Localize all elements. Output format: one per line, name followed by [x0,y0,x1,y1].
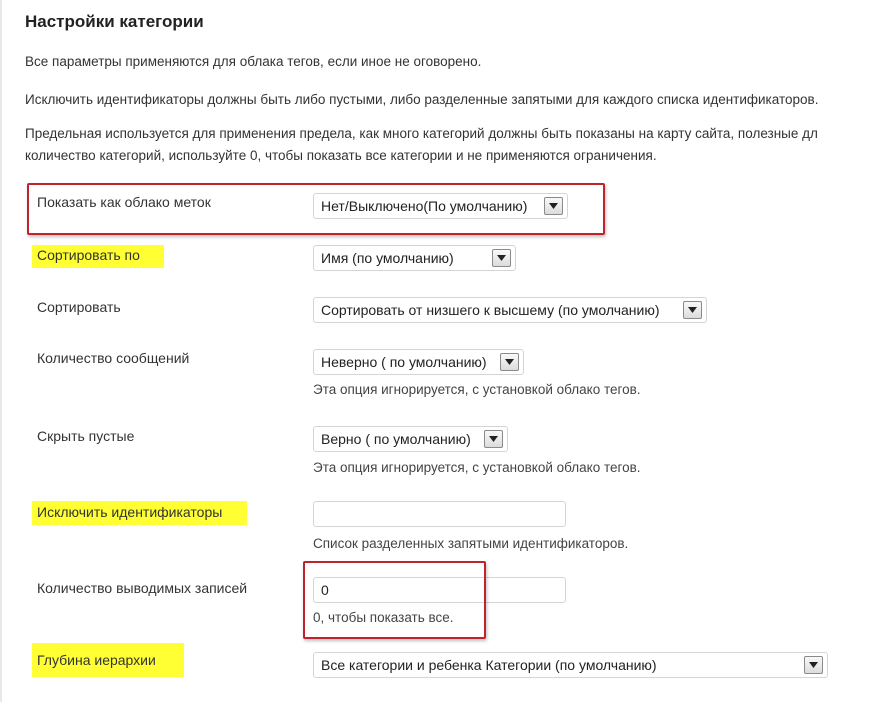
sort-order-label: Сортировать [37,299,121,315]
sort-order-select-value: Сортировать от низшего к высшему (по умолчанию) [321,302,660,318]
annotation-box-tag-cloud [27,183,605,235]
chevron-down-icon[interactable] [683,301,702,319]
hide-empty-select-value: Верно ( по умолчанию) [321,431,471,447]
post-count-select[interactable] [313,349,524,375]
tag-cloud-select-value: Нет/Выключено(По умолчанию) [321,198,528,214]
hide-empty-label: Скрыть пустые [37,428,135,444]
post-count-select-value: Неверно ( по умолчанию) [321,354,487,370]
annotation-box-limit [303,561,486,639]
hide-empty-help: Эта опция игнорируется, с установкой облако тегов. [313,460,641,475]
highlight-sort-by [32,245,164,268]
page-left-border [0,0,2,702]
sort-by-select[interactable] [313,245,516,271]
exclude-ids-label: Исключить идентификаторы [37,504,223,520]
page-title: Настройки категории [25,12,204,31]
intro-paragraph-1: Все параметры применяются для облака тегов, если иное не оговорено. [25,54,482,69]
limit-label: Количество выводимых записей [37,580,248,596]
exclude-ids-help: Список разделенных запятыми идентификаторов. [313,536,629,551]
highlight-depth [32,643,184,677]
sort-by-select-value: Имя (по умолчанию) [321,250,454,266]
depth-select[interactable] [313,652,828,678]
chevron-down-icon[interactable] [492,249,511,267]
limit-help: 0, чтобы показать все. [313,610,454,625]
post-count-help: Эта опция игнорируется, с установкой облако тегов. [313,382,641,397]
tag-cloud-label: Показать как облако меток [37,194,211,210]
depth-select-value: Все категории и ребенка Категории (по умолчанию) [321,657,657,673]
exclude-ids-input[interactable] [313,501,566,527]
chevron-down-icon[interactable] [500,353,519,371]
depth-label: Глубина иерархии [37,652,156,668]
chevron-down-icon[interactable] [804,656,823,674]
highlight-exclude-ids [32,501,247,525]
hide-empty-select[interactable] [313,426,508,452]
intro-paragraph-3-line-1: Предельная используется для применения предела, как много категорий должны быть показаны на карту сайта, полезные дл [25,126,818,141]
chevron-down-icon[interactable] [484,430,503,448]
sort-by-label: Сортировать по [37,247,140,263]
intro-paragraph-3-line-2: количество категорий, используйте 0, чтобы показать все категории и не применяются ограничения. [25,148,657,163]
intro-paragraph-2: Исключить идентификаторы должны быть либо пустыми, либо разделенные запятыми для каждого списка идентификаторов. [25,92,819,107]
limit-input-value: 0 [321,582,329,598]
post-count-label: Количество сообщений [37,350,190,366]
sort-order-select[interactable] [313,297,707,323]
